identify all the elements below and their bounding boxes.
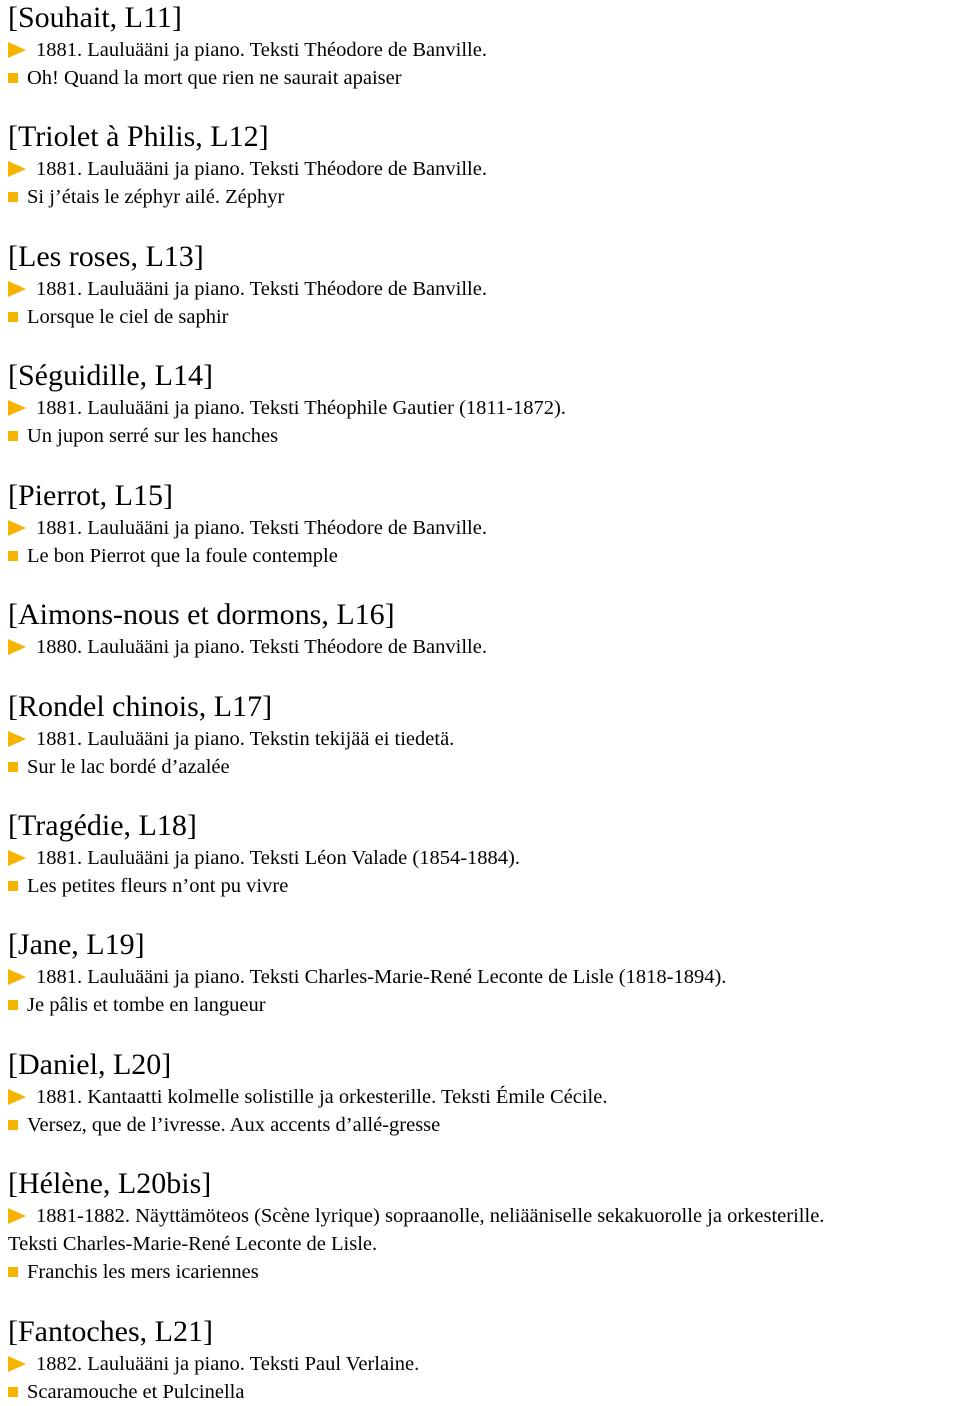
catalogue-entry [8,927,960,1019]
entry-details [8,155,960,183]
entry-incipit-text: Le bon Pierrot que la foule contemple [27,545,338,567]
square-bullet-icon [8,1267,18,1277]
entry-details-text: 1882. Lauluääni ja piano. Teksti Paul Verlaine. [36,1353,420,1375]
play-triangle-icon [8,969,26,985]
catalogue-entry [8,478,960,570]
entry-title: [Séguidille, L14] [8,359,213,392]
entry-details [8,963,960,991]
entry-incipit [8,303,960,331]
entry-incipit-text: Versez, que de l’ivresse. Aux accents d’allé-gresse [27,1114,441,1136]
entry-details [8,725,960,753]
entry-incipit-text: Franchis les mers icariennes [27,1261,259,1283]
play-triangle-icon [8,520,26,536]
entry-title: [Hélène, L20bis] [8,1167,212,1200]
play-triangle-icon [8,1356,26,1372]
entry-details [8,1350,960,1378]
entry-details-text: 1881. Lauluääni ja piano. Teksti Charles-Marie-René Leconte de Lisle (1818-1894). [36,966,727,988]
entry-incipit-text: Lorsque le ciel de saphir [27,306,229,328]
entry-details-text: 1881. Lauluääni ja piano. Teksti Théodore de Banville. [36,158,487,180]
square-bullet-icon [8,431,18,441]
play-triangle-icon [8,161,26,177]
catalogue-entry [8,808,960,900]
entry-title: [Aimons-nous et dormons, L16] [8,598,395,631]
entry-details-text: 1881. Lauluääni ja piano. Teksti Théodore de Banville. [36,517,487,539]
entry-details-text: 1881. Lauluääni ja piano. Teksti Théodore de Banville. [36,278,487,300]
entry-title: [Les roses, L13] [8,240,204,273]
play-triangle-icon [8,731,26,747]
play-triangle-icon [8,1089,26,1105]
entry-incipit-text: Sur le lac bordé d’azalée [27,756,230,778]
entry-title: [Daniel, L20] [8,1048,172,1081]
catalogue-entry [8,358,960,450]
entry-incipit-text: Les petites fleurs n’ont pu vivre [27,875,289,897]
square-bullet-icon [8,551,18,561]
entry-incipit-text: Je pâlis et tombe en langueur [27,994,266,1016]
catalogue-entry [8,1047,960,1139]
entry-title: [Rondel chinois, L17] [8,690,273,723]
entry-title: [Souhait, L11] [8,1,182,34]
square-bullet-icon [8,312,18,322]
entry-incipit [8,1378,960,1406]
entry-details [8,1083,960,1111]
square-bullet-icon [8,1000,18,1010]
entry-incipit-text: Si j’étais le zéphyr ailé. Zéphyr [27,186,285,208]
entry-details-text: 1881-1882. Näyttämöteos (Scène lyrique) sopraanolle, neliääniselle sekakuorolle ja orkesterille. [36,1205,825,1227]
entry-incipit [8,872,960,900]
entry-details [8,514,960,542]
entry-title: [Triolet à Philis, L12] [8,120,269,153]
square-bullet-icon [8,881,18,891]
play-triangle-icon [8,639,26,655]
entry-incipit [8,1258,960,1286]
catalogue-entry [8,239,960,331]
square-bullet-icon [8,1387,18,1397]
play-triangle-icon [8,850,26,866]
catalogue-entry [8,0,960,92]
entry-details [8,633,960,661]
entry-title: [Tragédie, L18] [8,809,197,842]
entry-details-text: 1881. Kantaatti kolmelle solistille ja orkesterille. Teksti Émile Cécile. [36,1086,608,1108]
entry-details [8,844,960,872]
entry-details [8,36,960,64]
square-bullet-icon [8,192,18,202]
catalogue-entry [8,1166,960,1286]
entry-details-text: 1881. Lauluääni ja piano. Teksti Léon Valade (1854-1884). [36,847,520,869]
entry-details [8,1202,960,1230]
entry-incipit [8,64,960,92]
catalogue-entry [8,1314,960,1406]
entry-incipit [8,183,960,211]
entry-incipit-text: Scaramouche et Pulcinella [27,1381,245,1403]
square-bullet-icon [8,1120,18,1130]
entry-incipit [8,542,960,570]
play-triangle-icon [8,400,26,416]
entry-incipit [8,1111,960,1139]
entry-incipit-text: Un jupon serré sur les hanches [27,425,279,447]
entry-details-text: 1881. Lauluääni ja piano. Teksti Théodore de Banville. [36,39,487,61]
play-triangle-icon [8,1208,26,1224]
entry-title: [Fantoches, L21] [8,1315,213,1348]
entry-title: [Pierrot, L15] [8,479,173,512]
play-triangle-icon [8,42,26,58]
catalogue-entry [8,689,960,781]
entry-details [8,394,960,422]
entry-details-text: 1880. Lauluääni ja piano. Teksti Théodore de Banville. [36,636,487,658]
entry-incipit [8,422,960,450]
entry-incipit [8,753,960,781]
catalogue-entry [8,119,960,211]
square-bullet-icon [8,762,18,772]
entry-title: [Jane, L19] [8,928,145,961]
catalogue-entry [8,597,960,661]
square-bullet-icon [8,73,18,83]
entry-details [8,275,960,303]
entry-details-text: 1881. Lauluääni ja piano. Teksti Théophile Gautier (1811-1872). [36,397,566,419]
entry-details-text: 1881. Lauluääni ja piano. Tekstin tekijää ei tiedetä. [36,728,455,750]
play-triangle-icon [8,281,26,297]
entry-incipit-text: Oh! Quand la mort que rien ne saurait apaiser [27,67,402,89]
entry-details-continued: Teksti Charles-Marie-René Leconte de Lisle. [8,1233,378,1255]
entry-incipit [8,991,960,1019]
